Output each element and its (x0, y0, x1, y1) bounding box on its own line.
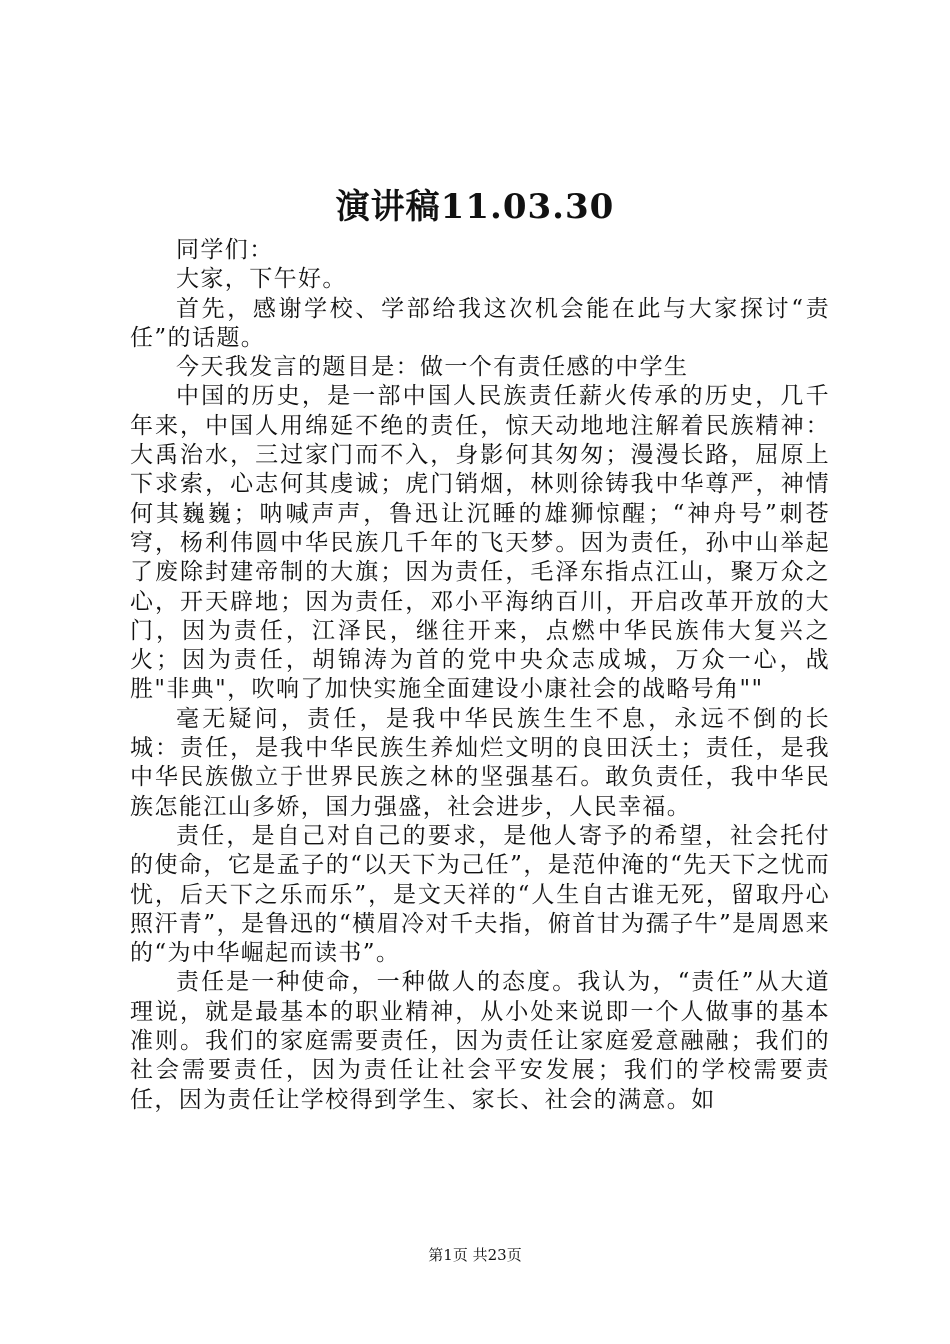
paragraph-salutation: 大家，下午好。 (176, 266, 347, 293)
paragraph-great-wall: 毫无疑问，责任，是我中华民族生生不息，永远不倒的长城：责任，是我中华民族生养灿烂文明的良田沃土；责任，是我中华民族傲立于世界民族之林的坚强基石。敢负责任，我中华民族怎能江山多娇，国力强盛，社会进步，人民幸福。 (130, 705, 830, 820)
paragraph-topic: 今天我发言的题目是：做一个有责任感的中学生 (176, 354, 689, 381)
paragraph-intro: 首先，感谢学校、学部给我这次机会能在此与大家探讨“责任”的话题。 (130, 295, 830, 351)
paragraph-history: 中国的历史，是一部中国人民族责任薪火传承的历史，几千年来，中国人用绵延不绝的责任，惊天动地地注解着民族精神：大禹治水，三过家门而不入，身影何其匆匆；漫漫长路，屈原上下求索，心志何其虔诚；虎门销烟，林则徐铸我中华尊严，神情何其巍巍；呐喊声声，鲁迅让沉睡的雄狮惊醒；“神舟号”刺苍穹，杨利伟圆中华民族几千年的飞天梦。因为责任，孙中山举起了废除封建帝制的大旗；因为责任，毛泽东指点江山，聚万众之心，开天辟地；因为责任，邓小平海纳百川，开启改革开放的大门，因为责任，江泽民，继往开来，点燃中华民族伟大复兴之火；因为责任，胡锦涛为首的党中央众志成城，万众一心，战胜"非典"，吹响了加快实施全面建设小康社会的战略号角"" (130, 383, 830, 703)
document-title: 演讲稿11.03.30 (335, 187, 615, 227)
document-body (130, 236, 830, 1115)
paragraph-duty-quotes: 责任，是自己对自己的要求，是他人寄予的希望，社会托付的使命，它是孟子的“以天下为己任”，是范仲淹的“先天下之忧而忧，后天下之乐而乐”，是文天祥的“人生自古谁无死，留取丹心照汗青”，是鲁迅的“横眉冷对千夫指，俯首甘为孺子牛”是周恩来的“为中华崛起而读书”。 (130, 822, 830, 967)
paragraph-greeting: 同学们： (176, 237, 274, 263)
paragraph-mission: 责任是一种使命，一种做人的态度。我认为，“责任”从大道理说，就是最基本的职业精神，从小处来说即一个人做事的基本准则。我们的家庭需要责任，因为责任让家庭爱意融融；我们的社会需要责任，因为责任让社会平安发展；我们的学校需要责任，因为责任让学校得到学生、家长、社会的满意。如 (130, 969, 830, 1113)
page-number-footer: 第1页 共23页 (428, 1246, 522, 1264)
